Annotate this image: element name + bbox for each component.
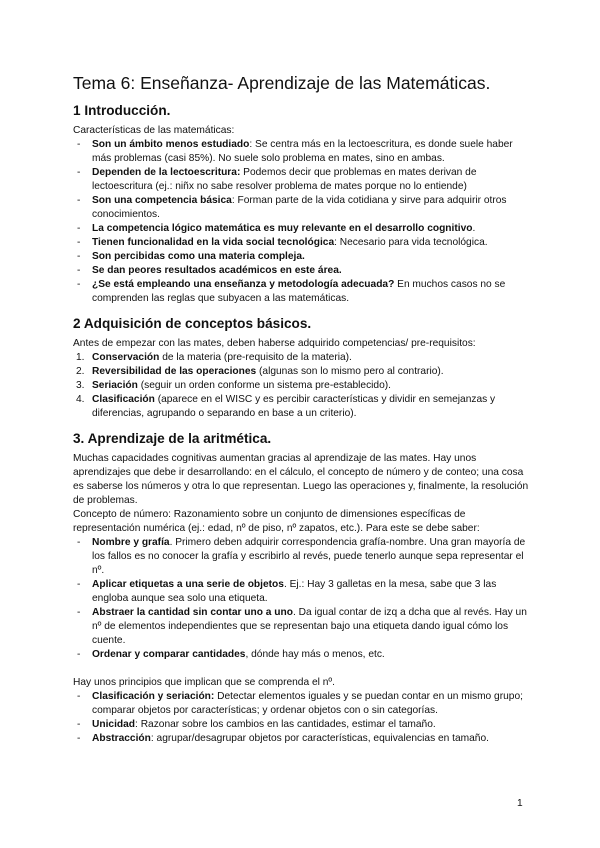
list-item — [73, 138, 533, 166]
list-item — [73, 393, 533, 421]
item-text: : Razonar sobre los cambios en las cantidades, estimar el tamaño. — [135, 719, 436, 730]
list-item — [73, 536, 533, 578]
spacer — [73, 662, 533, 676]
section-heading: 2 Adquisición de conceptos básicos. — [73, 316, 312, 331]
list-item — [73, 379, 533, 393]
list-item — [73, 222, 533, 236]
list-item — [73, 278, 533, 306]
item-text: (algunas son lo mismo pero al contrario). — [256, 366, 444, 377]
item-text: Detectar elementos iguales y se puedan contar en un mismo grupo; comparar objetos por características; y ordenar objetos con o sin categorías. — [92, 691, 523, 716]
item-text: En muchos casos no se comprenden las reglas que subyacen a las matemáticas. — [92, 279, 506, 304]
list-item — [73, 365, 533, 379]
item-text: (seguir un orden conforme un sistema pre-establecido). — [137, 380, 391, 391]
item-bold: Tienen funcionalidad en la vida social tecnológica — [92, 237, 335, 248]
item-bold: Son una competencia básica — [92, 195, 232, 206]
item-bold: Clasificación — [92, 394, 155, 405]
document-page — [73, 73, 533, 746]
item-bold: Ordenar y comparar cantidades — [92, 649, 246, 660]
section-intro: Muchas capacidades cognitivas aumentan gracias al aprendizaje de las mates. Hay unos aprendizajes que debe ir desarrollando: en el cálculo, el concepto de número y de conteo; una cosa es saberse los números y otra lo que representan. Luego las operaciones y, finalmente, la resolución de problemas. — [73, 453, 529, 506]
section-intro-principios: Hay unos principios que implican que se comprenda el nº. — [73, 677, 335, 688]
item-text: : Forman parte de la vida cotidiana y sirve para adquirir otros conocimientos. — [92, 195, 507, 220]
item-number: 2. — [76, 366, 85, 377]
item-number: 3. — [76, 380, 85, 391]
item-number: 4. — [76, 394, 85, 405]
item-text: : Necesario para vida tecnológica. — [334, 237, 488, 248]
item-bold: Aplicar etiquetas a una serie de objetos — [92, 579, 284, 590]
list-item — [73, 264, 533, 278]
section-introduccion — [73, 103, 533, 306]
item-bold: Abstraer la cantidad sin contar uno a uno — [92, 607, 293, 618]
item-text: : agrupar/desagrupar objetos por características, equivalencias en tamaño. — [150, 733, 489, 744]
item-bold: Son un ámbito menos estudiado — [92, 139, 250, 150]
item-bold: Conservación — [92, 352, 160, 363]
list-item — [73, 732, 533, 746]
section-aritmetica — [73, 431, 533, 746]
item-bold: Seriación — [92, 380, 138, 391]
item-bold: Dependen de la lectoescritura: — [92, 167, 241, 178]
item-bold: Se dan peores resultados académicos en este área. — [92, 265, 342, 276]
item-text: , dónde hay más o menos, etc. — [245, 649, 385, 660]
item-text: (aparece en el WISC y es percibir características y dividir en semejanzas y diferencias, agrupando o separando en base a un criterio). — [92, 394, 496, 419]
page-number: 1 — [517, 798, 523, 809]
section-heading: 3. Aprendizaje de la aritmética. — [73, 431, 272, 446]
item-bold: Abstracción — [92, 733, 151, 744]
item-text: . Da igual contar de izq a dcha que al revés. Hay un nº de elementos independientes que se representan bajo una etiqueta dando igual cómo los cuente. — [92, 607, 527, 646]
section-conceptos-basicos — [73, 316, 533, 421]
list-item — [73, 718, 533, 732]
section-heading: 1 Introducción. — [73, 103, 171, 118]
item-bold: Nombre y grafía — [92, 537, 170, 548]
item-text: . Primero deben adquirir correspondencia grafía-nombre. Una gran mayoría de los fallos es no conocer la grafía y escribirlo al revés, puede tenerlo aunque sepa representar el nº. — [92, 537, 526, 576]
list-item — [73, 236, 533, 250]
item-text: de la materia (pre-requisito de la materia). — [159, 352, 352, 363]
item-text: : Se centra más en la lectoescritura, es donde suele haber más problemas (casi 85%). No suele solo problema en mates, sino en ambas. — [92, 139, 513, 164]
item-text: . Ej.: Hay 3 galletas en la mesa, sabe que 3 las engloba aunque sea solo una etiqueta. — [92, 579, 497, 604]
list-item — [73, 194, 533, 222]
section-intro-concepto-numero: Concepto de número: Razonamiento sobre un conjunto de dimensiones específicas de representación numérica (ej.: edad, nº de piso, nº zapatos, etc.). Para este se debe saber: — [73, 509, 480, 534]
list-item — [73, 250, 533, 264]
item-bold: Reversibilidad de las operaciones — [92, 366, 257, 377]
item-bold: La competencia lógico matemática es muy relevante en el desarrollo cognitivo — [92, 223, 473, 234]
list-item — [73, 690, 533, 718]
item-bold: ¿Se está empleando una enseñanza y metodología adecuada? — [92, 279, 395, 290]
item-bold: Unicidad — [92, 719, 136, 730]
list-item — [73, 648, 533, 662]
item-number: 1. — [76, 352, 85, 363]
list-item — [73, 606, 533, 648]
item-bold: Clasificación y seriación: — [92, 691, 215, 702]
section-intro: Antes de empezar con las mates, deben haberse adquirido competencias/ pre-requisitos: — [73, 338, 476, 349]
item-bold: Son percibidas como una materia compleja. — [92, 251, 305, 262]
list-item — [73, 166, 533, 194]
list-item — [73, 578, 533, 606]
item-text: Podemos decir que problemas en mates derivan de lectoescritura (ej.: niñx no sabe resolver problema de mates porque no lo entiende) — [92, 167, 477, 192]
item-text: . — [472, 223, 476, 234]
section-intro: Características de las matemáticas: — [73, 125, 235, 136]
list-item — [73, 351, 533, 365]
document-title: Tema 6: Enseñanza- Aprendizaje de las Matemáticas. — [73, 73, 491, 93]
